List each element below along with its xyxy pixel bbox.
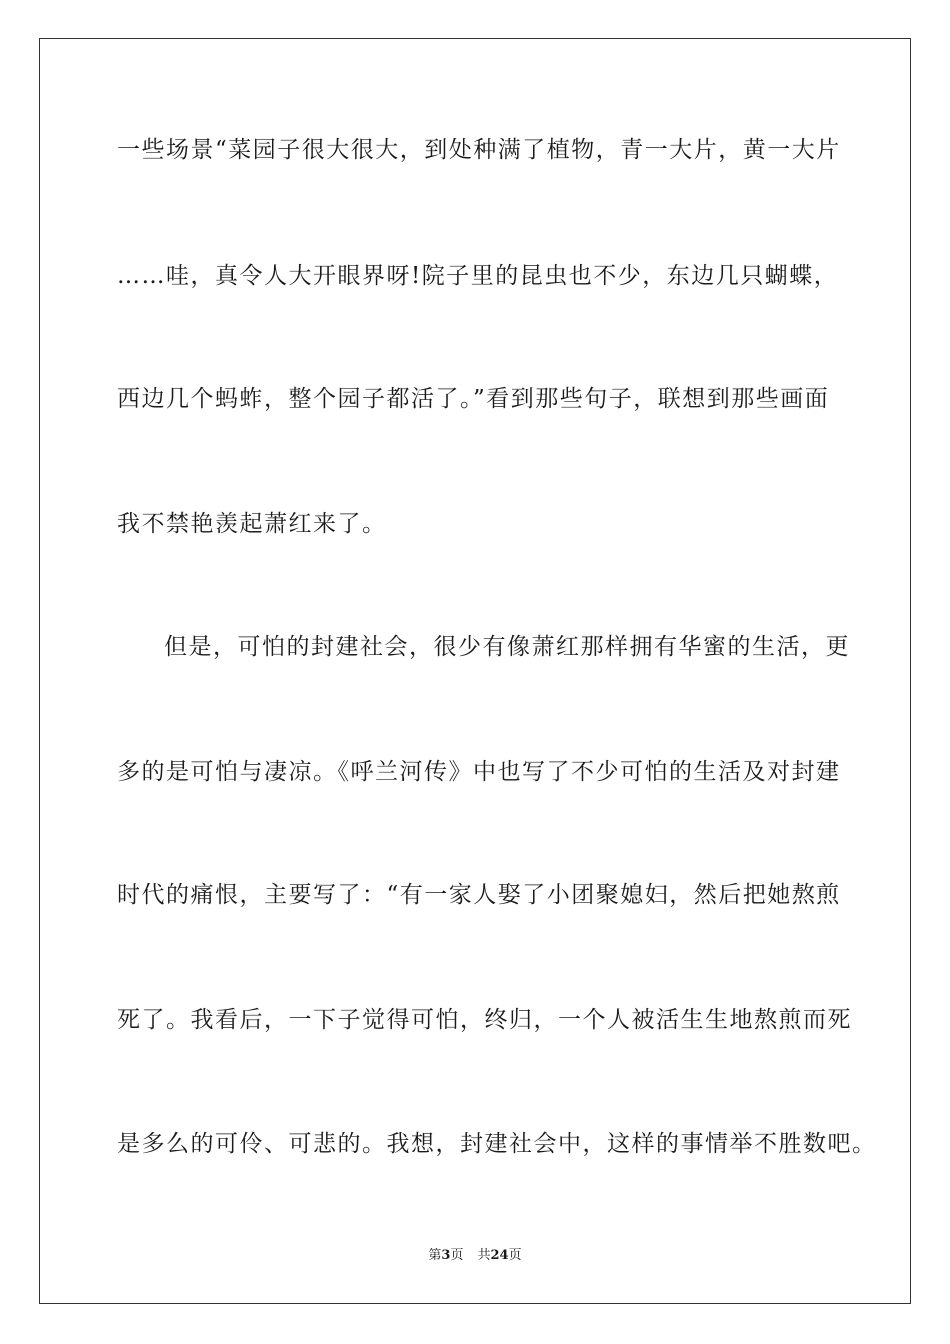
text-line-6: 多的是可怕与凄凉。《呼兰河传》中也写了不少可怕的生活及对封建: [117, 759, 841, 785]
page-border: [39, 38, 911, 1304]
text-line-8: 死了。我看后，一下子觉得可怕，终归，一个人被活生生地熬煎而死: [117, 1007, 852, 1033]
text-line-1: 一些场景“菜园子很大很大，到处种满了植物，青一大片，黄一大片: [117, 137, 841, 163]
text-line-3: 西边几个蚂蚱，整个园子都活了。”看到那些句子，联想到那些画面: [117, 386, 830, 412]
page-total: 24: [490, 1248, 509, 1263]
total-prefix: 共: [477, 1248, 491, 1263]
page-footer: [0, 1247, 950, 1265]
page-prefix: 第: [428, 1248, 442, 1263]
total-suffix: 页: [508, 1248, 522, 1263]
text-line-9: 是多么的可伶、可悲的。我想，封建社会中，这样的事情举不胜数吧。: [117, 1131, 877, 1157]
page-suffix: 页: [450, 1248, 464, 1263]
text-line-4: 我不禁艳羡起萧红来了。: [117, 511, 387, 537]
text-line-2: ……哇，真令人大开眼界呀!院子里的昆虫也不少，东边几只蝴蝶，: [117, 263, 839, 289]
text-line-5-paragraph-start: 但是，可怕的封建社会，很少有像萧红那样拥有华蜜的生活，更: [164, 634, 850, 660]
text-line-7: 时代的痛恨，主要写了：“有一家人娶了小团聚媳妇，然后把她熬煎: [117, 882, 841, 908]
page-current: 3: [441, 1248, 451, 1263]
